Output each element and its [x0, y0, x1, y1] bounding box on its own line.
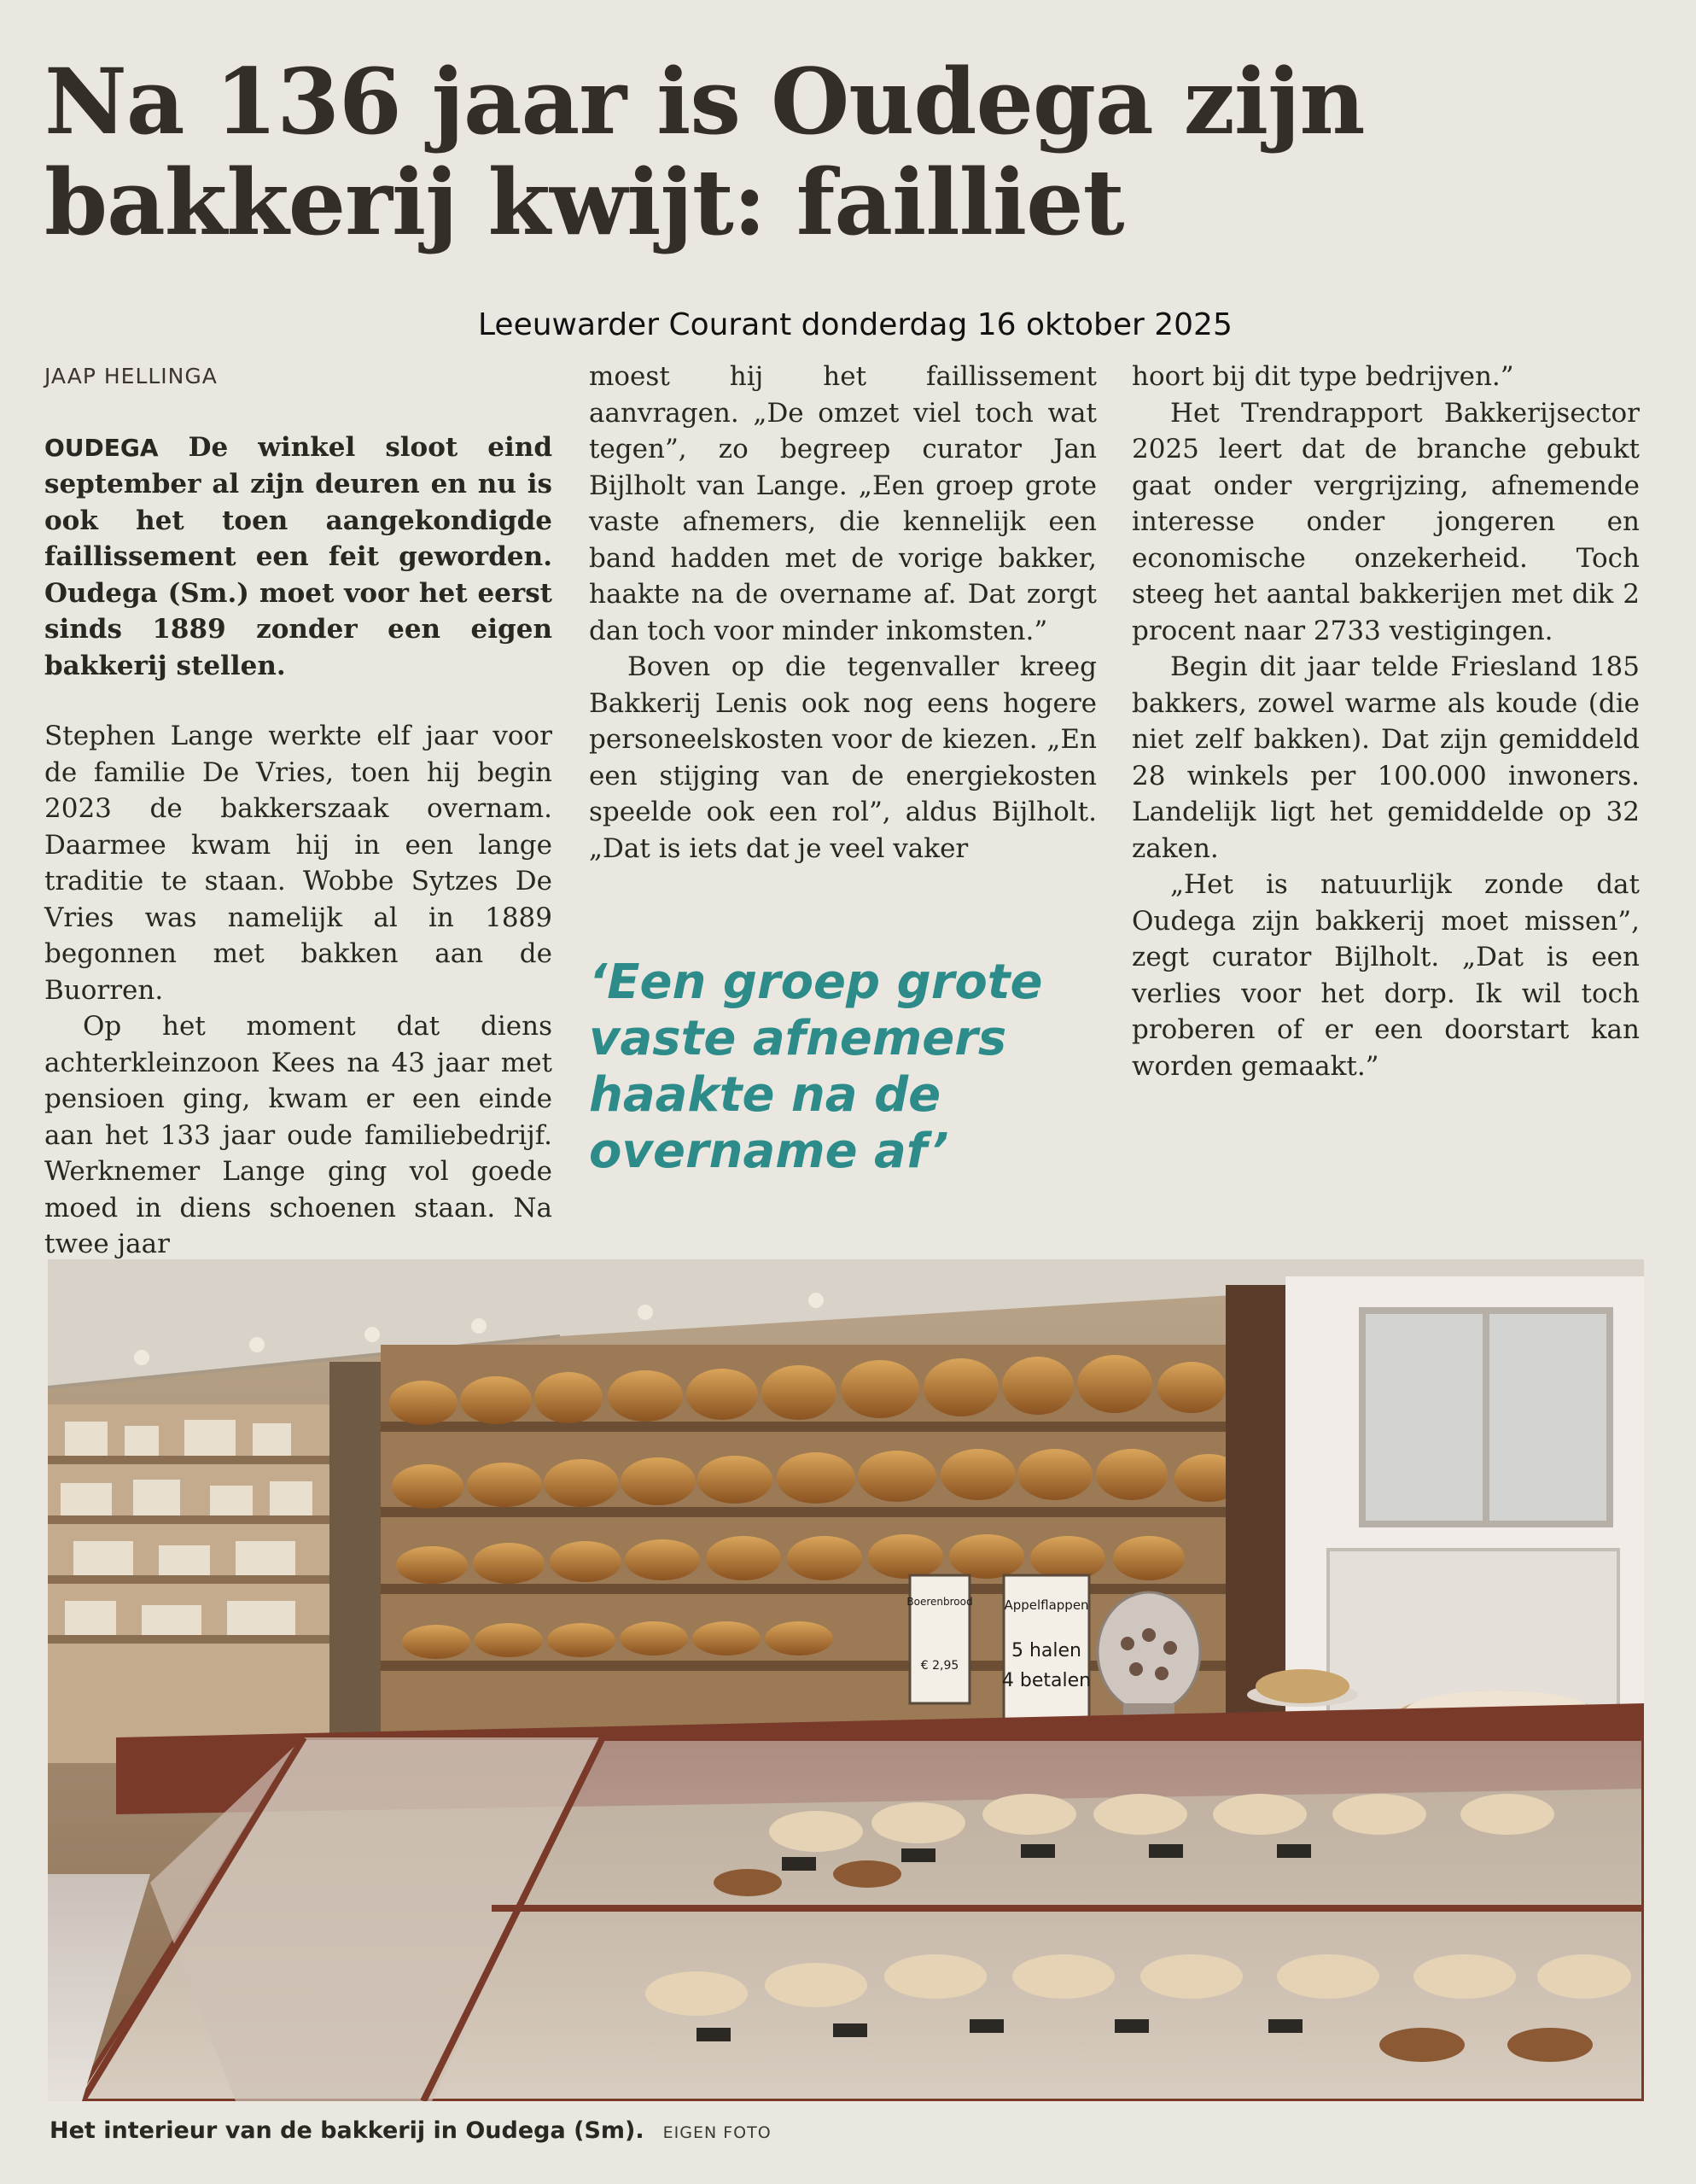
caption-text: Het interieur van de bakkerij in Oudega (Sm).	[50, 2117, 644, 2144]
headline-line-1: Na 136 jaar is Oudega zijn	[44, 48, 1365, 155]
price-sign-2	[1002, 1575, 1091, 1720]
photo-credit: EIGEN FOTO	[662, 2123, 772, 2142]
lede-text: De winkel sloot eind september al zijn deuren en nu is ook het toen aangekondigde faillissement een feit geworden. Oudega (Sm.) moet voor het eerst sinds 1889 zonder een eigen bakkerij stellen.	[44, 431, 552, 681]
dateline: OUDEGA	[44, 433, 159, 462]
svg-text:Boerenbrood: Boerenbrood	[906, 1596, 973, 1608]
svg-text:4 betalen: 4 betalen	[1001, 1670, 1092, 1691]
source-line: Leeuwarder Courant donderdag 16 oktober 2025	[478, 307, 1233, 342]
headline	[44, 48, 1649, 255]
svg-text:Appelflappen: Appelflappen	[1004, 1597, 1089, 1613]
bakery-interior-photo	[48, 1259, 1644, 2101]
photo-caption	[50, 2117, 772, 2144]
body-paragraph: hoort bij dit type bedrijven.”	[1132, 361, 1514, 392]
headline-line-2: bakkerij kwijt: failliet	[44, 149, 1124, 255]
lede-paragraph	[44, 429, 552, 685]
column-2	[589, 359, 1097, 867]
body-paragraph: Op het moment dat diens achterkleinzoon Kees na 43 jaar met pensioen ging, kwam er een einde aan het 133 jaar oude familiebedrijf. Werknemer Lange ging vol goede moed in diens schoenen staan. Na twee jaar	[44, 1011, 552, 1259]
body-paragraph: moest hij het faillissement aanvragen. „De omzet viel toch wat tegen”, zo begreep curator Jan Bijlholt van Lange. „Een groep grote vaste afnemers, die kennelijk een band hadden met de vorige bakker, haakte na de overname af. Dat zorgt dan toch voor minder inkomsten.”	[589, 361, 1097, 646]
body-paragraph: „Het is natuurlijk zonde dat Oudega zijn bakkerij moet missen”, zegt curator Bijlholt. „Dat is een verlies voor het dorp. Ik wil toch proberen of er een doorstart kan worden gemaakt.”	[1132, 869, 1640, 1082]
svg-text:€ 2,95: € 2,95	[920, 1659, 959, 1673]
column-3	[1132, 359, 1640, 1084]
pull-quote: ‘Een groep grote vaste afnemers haakte na de overname af’	[589, 955, 1043, 1179]
author-byline: JAAP HELLINGA	[44, 364, 218, 388]
column-1	[44, 359, 552, 1263]
svg-text:5 halen: 5 halen	[1011, 1640, 1082, 1661]
body-paragraph: Boven op die tegenvaller kreeg Bakkerij Lenis ook nog eens hogere personeelskosten voor de kiezen. „En een stijging van de energiekosten speelde ook een rol”, aldus Bijlholt. „Dat is iets dat je veel vaker	[589, 651, 1097, 864]
price-sign-1	[906, 1575, 972, 1703]
body-paragraph: Begin dit jaar telde Friesland 185 bakkers, zowel warme als koude (die niet zelf bakken). Dat zijn gemiddeld 28 winkels per 100.000 inwoners. Landelijk ligt het gemiddelde op 32 zaken.	[1132, 651, 1640, 864]
body-paragraph: Stephen Lange werkte elf jaar voor de familie De Vries, toen hij begin 2023 de bakkerszaak overnam. Daarmee kwam hij in een lange traditie te staan. Wobbe Sytzes De Vries was namelijk al in 1889 begonnen met bakken aan de Buorren.	[44, 721, 552, 1006]
body-paragraph: Het Trendrapport Bakkerijsector 2025 leert dat de branche gebukt gaat onder vergrijzing, afnemende interesse onder jongeren en economische onzekerheid. Toch steeg het aantal bakkerijen met dik 2 procent naar 2733 vestigingen.	[1132, 397, 1640, 646]
